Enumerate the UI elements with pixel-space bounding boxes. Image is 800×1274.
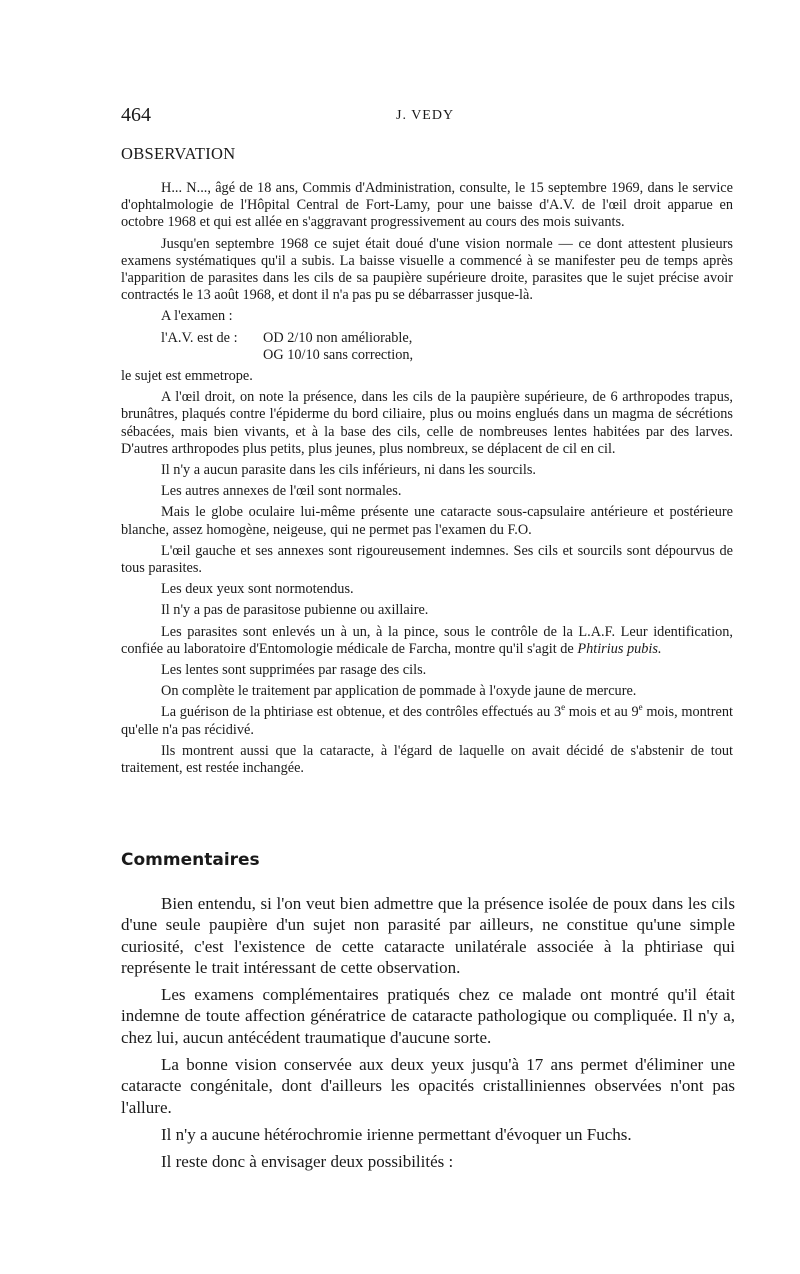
species-name: Phtirius pubis. [577, 640, 662, 657]
paragraph: Les examens complémentaires pratiqués chez ce malade ont montré qu'il était indemne de toute affection génératrice de cataracte pathologique ou compliquée. Il n'y a, chez lui, aucun antécédent traumatique d'aucune sorte. [121, 985, 735, 1047]
paragraph: Il reste donc à envisager deux possibilités : [161, 1152, 454, 1172]
paragraph: La bonne vision conservée aux deux yeux jusqu'à 17 ans permet d'éliminer une cataracte congénitale, dont d'ailleurs les opacités cristalliniennes observées n'ont pas l'allure. [121, 1055, 735, 1117]
visual-acuity-od: OD 2/10 non améliorable, [263, 329, 413, 346]
visual-acuity-label: l'A.V. est de : [161, 329, 238, 346]
paragraph: Les lentes sont supprimées par rasage des cils. [161, 662, 427, 679]
running-head: J. VEDY [396, 108, 455, 123]
superscript: e [638, 702, 643, 713]
paragraph: Les deux yeux sont normotendus. [161, 581, 354, 598]
commentaires-heading: Commentaires [121, 850, 260, 870]
paragraph-text: mois et au 9 [565, 704, 639, 721]
paragraph: Mais le globe oculaire lui-même présente une cataracte sous-capsulaire antérieure et postérieure blanche, assez homogène, neigeuse, qui ne permet pas l'examen du F.O. [121, 504, 733, 538]
paragraph: Les autres annexes de l'œil sont normales. [161, 483, 402, 500]
paragraph: Il n'y a aucune hétérochromie irienne permettant d'évoquer un Fuchs. [161, 1124, 632, 1144]
paragraph-text: Les parasites sont enlevés un à un, à la pince, sous le contrôle de la L.A.F. Leur identification, confiée au laboratoire d'Entomologie médicale de Farcha, montre qu'il s'agit de [121, 623, 733, 657]
paragraph: A l'examen : [161, 308, 233, 325]
visual-acuity-og: OG 10/10 sans correction, [263, 346, 414, 363]
page-header [121, 104, 711, 134]
superscript: e [561, 702, 566, 713]
paragraph: H... N..., âgé de 18 ans, Commis d'Administration, consulte, le 15 septembre 1969, dans le service d'ophtalmologie de l'Hôpital Central de Fort-Lamy, pour une baisse d'A.V. de l'œil droit apparue en octobre 1968 et qui est allée en s'aggravant progressivement au cours des mois suivants. [121, 180, 733, 231]
paragraph: A l'œil droit, on note la présence, dans les cils de la paupière supérieure, de 6 arthropodes trapus, brunâtres, plaqués contre l'épiderme du bord ciliaire, plus ou moins englués dans un magma de sécrétions sébacées, mais bien vivants, et à la base des cils, celle de nombreuses lentes habitées par des larves. D'autres arthropodes plus petits, plus jeunes, plus nombreux, se déplacent de cil en cil. [121, 389, 733, 457]
paragraph: Bien entendu, si l'on veut bien admettre que la présence isolée de poux dans les cils d'une seule paupière d'un sujet non parasité par ailleurs, ne constitue qu'une simple curiosité, c'est l'existence de cette cataracte unilatérale associée à la phtiriase qui représente le trait intéressant de cette observation. [121, 894, 735, 977]
section-title: OBSERVATION [121, 144, 236, 163]
paragraph: Jusqu'en septembre 1968 ce sujet était doué d'une vision normale — ce dont attestent plusieurs examens systématiques qu'il a subis. La baisse visuelle a commencé à se manifester peu de temps après l'apparition de parasites dans les cils de sa paupière supérieure droite, parasites que le sujet précise avoir contractés le 13 août 1968, et dont il n'a pas pu se débarrasser jusque-là. [121, 235, 733, 304]
paragraph: L'œil gauche et ses annexes sont rigoureusement indemnes. Ses cils et sourcils sont dépourvus de tous parasites. [121, 542, 733, 577]
paragraph: Ils montrent aussi que la cataracte, à l'égard de laquelle on avait décidé de s'abstenir de tout traitement, est restée inchangée. [121, 742, 733, 777]
observation-body [121, 180, 733, 781]
commentaires-body [121, 893, 735, 1179]
paragraph [121, 624, 733, 658]
paragraph-text: La guérison de la phtiriase est obtenue, et des contrôles effectués au 3 [161, 704, 562, 721]
paragraph: Il n'y a aucun parasite dans les cils inférieurs, ni dans les sourcils. [161, 462, 536, 479]
page-number: 464 [121, 104, 151, 126]
paragraph-text: mois, montrent qu'elle n'a pas récidivé. [121, 704, 733, 738]
paragraph: le sujet est emmetrope. [121, 368, 253, 385]
paragraph: On complète le traitement par application de pommade à l'oxyde jaune de mercure. [161, 683, 637, 700]
paragraph: Il n'y a pas de parasitose pubienne ou axillaire. [161, 602, 429, 619]
visual-acuity-block [121, 330, 733, 364]
paragraph [121, 704, 733, 738]
